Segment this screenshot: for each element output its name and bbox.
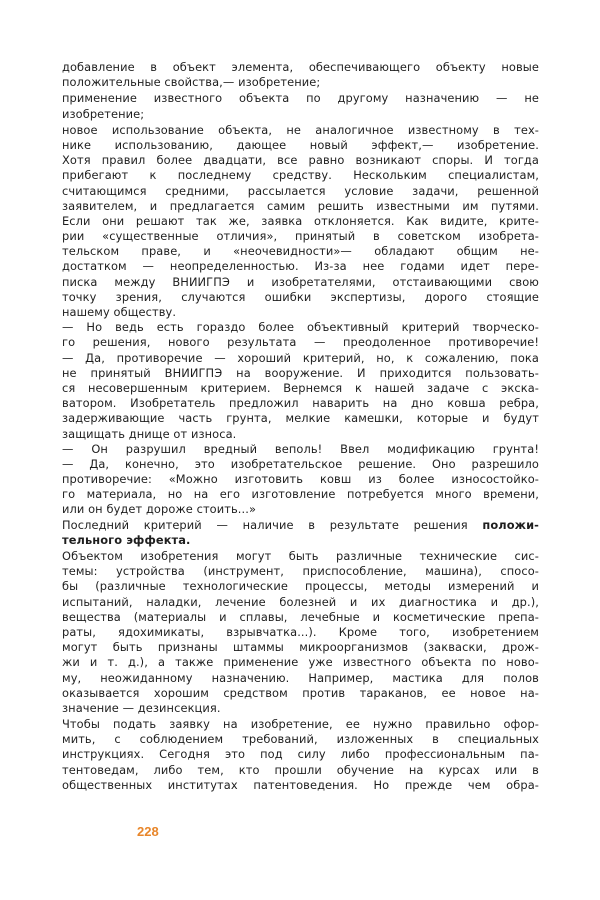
text-segment: считающимся средними, рассылается условие задачи, решенной xyxy=(62,183,539,198)
text-line xyxy=(62,351,539,366)
text-segment: достатком — неопределенностью. Из-за нее годами идет пере- xyxy=(62,259,539,274)
text-segment: точку зрения, случаются ошибки экспертизы, дорого стоящие xyxy=(62,289,539,304)
text-line xyxy=(62,686,539,701)
text-segment: рии «существенные отличия», принятый в советском изобрета- xyxy=(62,229,539,244)
bold-term: положи- xyxy=(482,517,539,532)
text-segment: раты, ядохимикаты, взрывчатка...). Кроме того, изобретением xyxy=(62,624,539,639)
text-line xyxy=(62,275,539,290)
text-segment: не принятый ВНИИГПЭ на вооружение. И приходится пользовать- xyxy=(62,365,539,380)
text-segment: Хотя правил более двадцати, все равно возникают споры. И тогда xyxy=(62,153,539,168)
text-line xyxy=(62,442,539,457)
text-segment: го материала, но на его изготовление потребуется много времени, xyxy=(62,487,539,502)
text-line xyxy=(62,502,539,517)
text-line xyxy=(62,366,539,381)
text-segment: положительные свойства,— изобретение; xyxy=(62,75,321,90)
text-segment: мить, с соблюдением требований, изложенных в специальных xyxy=(62,732,539,747)
text-line xyxy=(62,655,539,670)
text-line xyxy=(62,763,539,778)
text-line xyxy=(62,138,539,153)
text-line xyxy=(62,487,539,502)
text-line xyxy=(62,625,539,640)
text-segment: вещества (материалы и сплавы, лечебные и косметические препа- xyxy=(62,609,539,624)
text-line xyxy=(62,472,539,487)
text-line xyxy=(62,107,539,122)
text-line xyxy=(62,564,539,579)
text-segment: прибегают к последнему средству. Нескольким специалистам, xyxy=(62,168,539,183)
text-line xyxy=(62,199,539,214)
text-line xyxy=(62,732,539,747)
text-segment: му, неожиданному назначению. Например, мастика для полов xyxy=(62,670,539,685)
text-segment: могут быть признаны штаммы микроорганизмов (закваски, дрож- xyxy=(62,640,539,655)
text-line xyxy=(62,595,539,610)
text-line xyxy=(62,381,539,396)
text-segment: ватором. Изобретатель предложил наварить на дно ковша ребра, xyxy=(62,396,539,411)
text-segment: заявителем, и предлагается самим решить известными им путями. xyxy=(62,198,539,213)
text-line xyxy=(62,259,539,274)
text-segment: ся несовершенным критерием. Вернемся к нашей задаче с экска- xyxy=(62,380,539,395)
text-segment: общественных институтах патентоведения. Но прежде чем обра- xyxy=(62,777,539,792)
text-segment: применение известного объекта по другому назначению — не xyxy=(62,91,539,106)
text-segment: го решения, нового результата — преодоленное противоречие! xyxy=(62,335,539,350)
text-line xyxy=(62,533,539,548)
text-segment: или он будет дороже стоить...» xyxy=(62,502,257,517)
text-segment: нашему обществу. xyxy=(62,305,177,319)
text-line xyxy=(62,747,539,762)
text-line xyxy=(62,717,539,732)
text-segment: Если они решают так же, заявка отклоняется. Как видите, крите- xyxy=(62,213,539,228)
text-segment: Последний критерий — наличие в результате решения xyxy=(62,517,483,532)
text-line xyxy=(62,778,539,793)
text-segment: писка между ВНИИГПЭ и изобретателями, отстаивающими свою xyxy=(62,274,539,289)
text-line xyxy=(62,549,539,564)
text-line xyxy=(62,427,539,442)
text-segment: инструкциях. Сегодня это под силу либо профессиональным па- xyxy=(62,747,539,762)
text-segment: бы (различные технологические процессы, методы измерений и xyxy=(62,579,539,594)
text-line xyxy=(62,579,539,594)
text-line xyxy=(62,671,539,686)
text-line xyxy=(62,91,539,106)
text-line xyxy=(62,518,539,533)
text-segment: новое использование объекта, не аналогичное известному в тех- xyxy=(62,122,539,137)
text-line xyxy=(62,168,539,183)
text-line xyxy=(62,335,539,350)
page-body-text xyxy=(62,60,539,793)
text-segment: противоречие: «Можно изготовить ковш из более износостойко- xyxy=(62,472,539,487)
text-line xyxy=(62,60,539,75)
text-segment: изобретение; xyxy=(62,106,145,121)
page-number: 228 xyxy=(137,824,159,839)
text-segment: — Он разрушил вредный веполь! Ввел модификацию грунта! xyxy=(62,441,539,456)
text-line xyxy=(62,640,539,655)
text-segment: добавление в объект элемента, обеспечивающего объекту новые xyxy=(62,60,539,74)
text-line xyxy=(62,701,539,716)
text-line xyxy=(62,214,539,229)
text-line xyxy=(62,610,539,625)
text-line xyxy=(62,305,539,320)
text-segment: защищать днище от износа. xyxy=(62,426,237,441)
bold-term: тельного эффекта. xyxy=(62,532,191,547)
text-line xyxy=(62,229,539,244)
text-segment: жи и т. д.), а также применение уже известного объекта по ново- xyxy=(62,655,539,670)
text-line xyxy=(62,75,539,90)
text-segment: тельском праве, и «неочевидности»— обладают общим не- xyxy=(62,244,539,259)
text-segment: Чтобы подать заявку на изобретение, ее нужно правильно офор- xyxy=(62,717,539,732)
text-line xyxy=(62,123,539,138)
text-segment: тентоведам, либо тем, кто прошли обучение на курсах или в xyxy=(62,762,539,777)
text-line xyxy=(62,184,539,199)
text-segment: Объектом изобретения могут быть различные технические сис- xyxy=(62,549,539,563)
text-line xyxy=(62,153,539,168)
text-segment: темы: устройства (инструмент, приспособление, машина), спосо- xyxy=(62,564,539,579)
text-segment: — Да, противоречие — хороший критерий, но, к сожалению, пока xyxy=(62,350,539,365)
text-line xyxy=(62,244,539,259)
text-line xyxy=(62,320,539,335)
text-line xyxy=(62,411,539,426)
text-segment: — Да, конечно, это изобретательское решение. Оно разрешило xyxy=(62,456,539,471)
text-segment: испытаний, наладки, лечение болезней и их диагностика и др.), xyxy=(62,594,539,609)
text-line xyxy=(62,396,539,411)
text-segment: значение — дезинсекция. xyxy=(62,700,221,715)
text-segment: — Но ведь есть гораздо более объективный критерий творческо- xyxy=(62,320,539,335)
text-line xyxy=(62,290,539,305)
text-segment: нике использованию, дающее новый эффект,— изобретение. xyxy=(62,137,539,152)
text-line xyxy=(62,457,539,472)
text-segment: задерживающие часть грунта, мелкие камешки, которые и будут xyxy=(62,411,539,426)
text-segment: оказывается хорошим средством против тараканов, ее новое на- xyxy=(62,685,539,700)
